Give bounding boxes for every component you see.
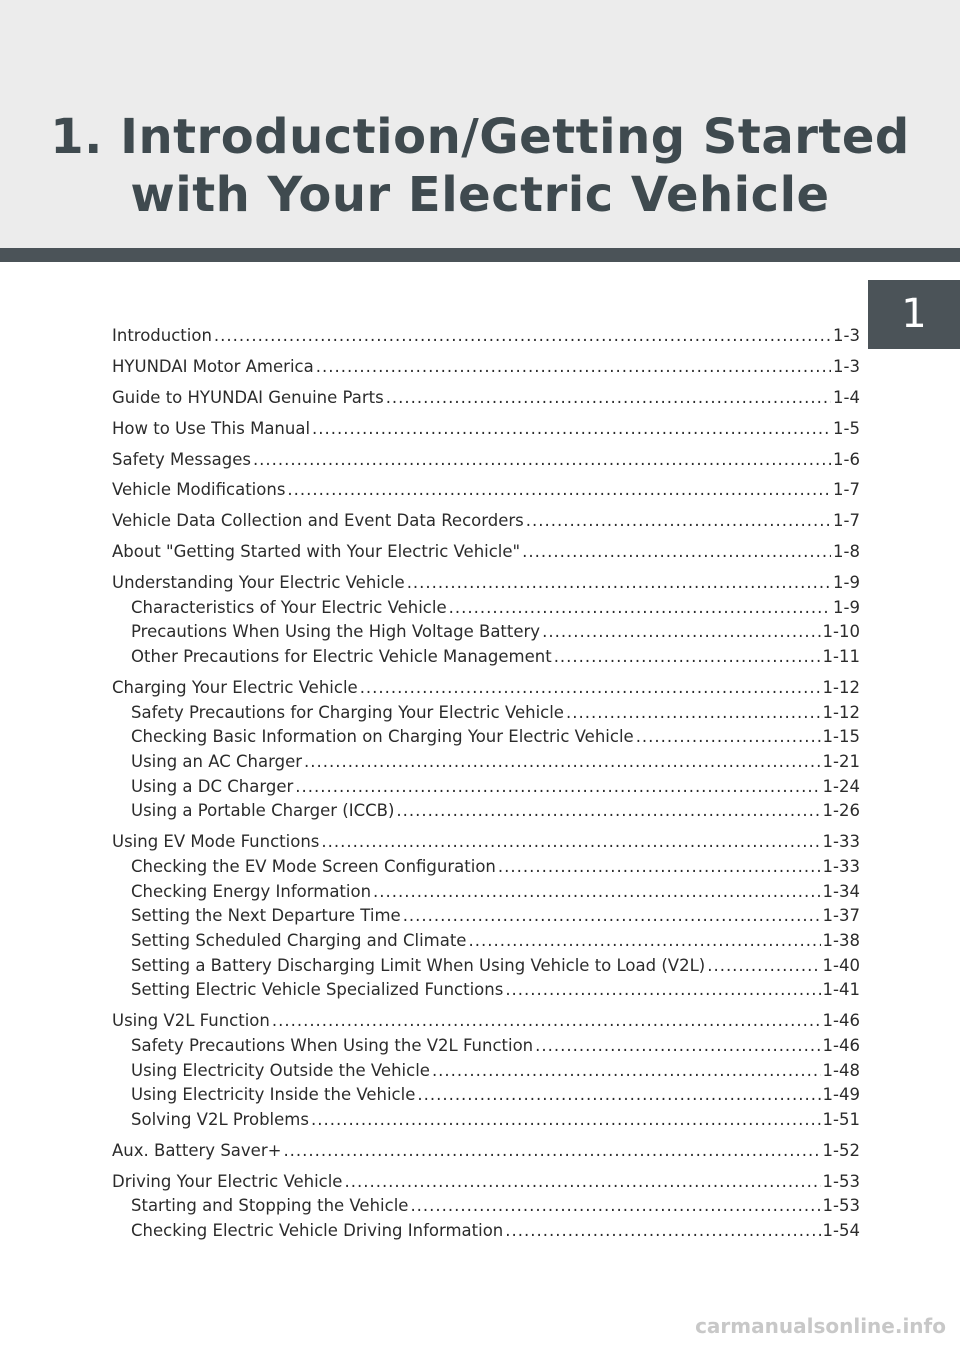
toc-page-number: 1-24 bbox=[822, 776, 860, 796]
toc-page-number: 1-53 bbox=[822, 1196, 860, 1216]
toc-entry[interactable] bbox=[112, 645, 860, 670]
toc-entry-title: Driving Your Electric Vehicle bbox=[112, 1171, 343, 1191]
toc-entry[interactable] bbox=[112, 954, 860, 979]
toc-dot-leader bbox=[304, 750, 821, 775]
toc-dot-leader bbox=[344, 1170, 820, 1195]
toc-dot-leader bbox=[526, 509, 831, 534]
toc-entry-title: Using an AC Charger bbox=[131, 752, 303, 771]
toc-dot-leader bbox=[316, 355, 831, 380]
toc-dot-leader bbox=[468, 929, 820, 954]
toc-entry-title: Checking Energy Information bbox=[131, 881, 372, 901]
toc-entry-title: Starting and Stopping the Vehicle bbox=[131, 1196, 409, 1216]
toc-dot-leader bbox=[417, 1083, 820, 1108]
toc-entry-title: HYUNDAI Motor America bbox=[112, 356, 314, 376]
toc-entry[interactable] bbox=[112, 1009, 860, 1034]
toc-entry-title: Setting Scheduled Charging and Climate bbox=[131, 931, 467, 950]
toc-dot-leader bbox=[272, 1009, 821, 1034]
toc-page-number: 1-3 bbox=[833, 356, 860, 376]
toc-page-number: 1-9 bbox=[833, 597, 860, 617]
toc-page-number: 1-46 bbox=[822, 1035, 860, 1055]
toc-entry[interactable] bbox=[112, 750, 860, 775]
toc-page-number: 1-33 bbox=[822, 856, 860, 876]
toc-page-number: 1-7 bbox=[833, 511, 860, 531]
toc-entry[interactable] bbox=[112, 355, 860, 380]
toc-dot-leader bbox=[360, 676, 821, 701]
toc-entry-title: Checking Basic Information on Charging Your Electric Vehicle bbox=[131, 727, 634, 747]
toc-entry[interactable] bbox=[112, 448, 860, 473]
toc-entry-title: Solving V2L Problems bbox=[131, 1110, 309, 1129]
chapter-title-line-2: with Your Electric Vehicle bbox=[130, 167, 830, 223]
toc-entry[interactable] bbox=[112, 1108, 860, 1133]
toc-page-number: 1-41 bbox=[822, 980, 860, 1000]
toc-entry-title: Using a DC Charger bbox=[131, 776, 294, 796]
toc-dot-leader bbox=[410, 1194, 820, 1219]
toc-page-number: 1-49 bbox=[822, 1085, 860, 1105]
toc-entry[interactable] bbox=[112, 509, 860, 534]
toc-dot-leader bbox=[373, 880, 821, 905]
toc-dot-leader bbox=[498, 855, 821, 880]
toc-entry-title: Checking the EV Mode Screen Configuration bbox=[131, 856, 496, 876]
toc-entry-title: How to Use This Manual bbox=[112, 418, 311, 438]
toc-entry-title: Setting the Next Departure Time bbox=[131, 906, 401, 926]
toc-dot-leader bbox=[287, 478, 831, 503]
toc-page-number: 1-5 bbox=[833, 418, 860, 438]
toc-entry[interactable] bbox=[112, 725, 860, 750]
toc-page-number: 1-12 bbox=[822, 702, 860, 722]
toc-page-number: 1-15 bbox=[822, 727, 860, 747]
toc-page-number: 1-53 bbox=[822, 1171, 860, 1191]
toc-entry-title: Precautions When Using the High Voltage Battery bbox=[131, 622, 541, 642]
toc-entry[interactable] bbox=[112, 620, 860, 645]
toc-dot-leader bbox=[283, 1139, 820, 1164]
toc-entry[interactable] bbox=[112, 1219, 860, 1244]
toc-entry[interactable] bbox=[112, 540, 860, 565]
toc-entry-title: Using V2L Function bbox=[112, 1011, 270, 1031]
toc-dot-leader bbox=[432, 1059, 821, 1084]
header-divider-bar bbox=[0, 248, 960, 262]
toc-entry[interactable] bbox=[112, 478, 860, 503]
toc-entry[interactable] bbox=[112, 929, 860, 954]
watermark: carmanualsonline.info bbox=[695, 1314, 946, 1338]
toc-entry[interactable] bbox=[112, 571, 860, 596]
toc-page-number: 1-40 bbox=[822, 955, 860, 975]
toc-entry[interactable] bbox=[112, 596, 860, 621]
toc-entry-title: Checking Electric Vehicle Driving Information bbox=[131, 1221, 504, 1241]
toc-entry-title: Aux. Battery Saver+ bbox=[112, 1140, 282, 1160]
toc-dot-leader bbox=[566, 701, 821, 726]
chapter-title-line-1: 1. Introduction/Getting Started bbox=[50, 109, 910, 165]
toc-entry[interactable] bbox=[112, 775, 860, 800]
toc-dot-leader bbox=[554, 645, 821, 670]
toc-entry-title: About "Getting Started with Your Electric Vehicle" bbox=[112, 542, 521, 562]
toc-page-number: 1-26 bbox=[822, 801, 860, 821]
toc-entry[interactable] bbox=[112, 1034, 860, 1059]
toc-entry-title: Using Electricity Outside the Vehicle bbox=[131, 1060, 430, 1080]
toc-page-number: 1-46 bbox=[822, 1011, 860, 1031]
toc-entry-title: Charging Your Electric Vehicle bbox=[112, 677, 358, 697]
toc-entry[interactable] bbox=[112, 676, 860, 701]
toc-dot-leader bbox=[535, 1034, 820, 1059]
toc-entry-title: Setting a Battery Discharging Limit When Using Vehicle to Load (V2L) bbox=[131, 955, 706, 975]
toc-page-number: 1-37 bbox=[822, 906, 860, 926]
toc-entry[interactable] bbox=[112, 417, 860, 442]
toc-entry[interactable] bbox=[112, 1194, 860, 1219]
toc-dot-leader bbox=[522, 540, 831, 565]
toc-page-number: 1-8 bbox=[833, 542, 860, 562]
toc-dot-leader bbox=[386, 386, 831, 411]
toc-entry[interactable] bbox=[112, 799, 860, 824]
toc-entry[interactable] bbox=[112, 1170, 860, 1195]
toc-entry[interactable] bbox=[112, 1083, 860, 1108]
toc-page-number: 1-12 bbox=[822, 677, 860, 697]
toc-dot-leader bbox=[449, 596, 831, 621]
toc-entry[interactable] bbox=[112, 701, 860, 726]
chapter-header bbox=[0, 0, 960, 248]
toc-entry[interactable] bbox=[112, 1139, 860, 1164]
toc-dot-leader bbox=[505, 978, 820, 1003]
toc-dot-leader bbox=[636, 725, 821, 750]
toc-page-number: 1-3 bbox=[833, 326, 860, 345]
toc-dot-leader bbox=[542, 620, 820, 645]
toc-entry-title: Vehicle Data Collection and Event Data Recorders bbox=[112, 511, 524, 531]
toc-dot-leader bbox=[396, 799, 820, 824]
toc-entry-title: Vehicle Modifications bbox=[112, 480, 286, 500]
toc-entry-title: Characteristics of Your Electric Vehicle bbox=[131, 597, 447, 617]
toc-page-number: 1-54 bbox=[822, 1221, 860, 1241]
toc-dot-leader bbox=[505, 1219, 820, 1244]
toc-dot-leader bbox=[403, 904, 821, 929]
toc-entry[interactable] bbox=[112, 386, 860, 411]
toc-page-number: 1-52 bbox=[822, 1140, 860, 1160]
toc-entry[interactable] bbox=[112, 324, 860, 349]
toc-entry-title: Guide to HYUNDAI Genuine Parts bbox=[112, 387, 384, 407]
toc-page-number: 1-38 bbox=[822, 931, 860, 950]
toc-page-number: 1-33 bbox=[822, 832, 860, 852]
toc-page-number: 1-34 bbox=[822, 881, 860, 901]
toc-entry-title: Using EV Mode Functions bbox=[112, 832, 320, 852]
toc-entry-title: Using a Portable Charger (ICCB) bbox=[131, 801, 395, 821]
toc-entry-title: Safety Precautions for Charging Your Electric Vehicle bbox=[131, 702, 564, 722]
toc-entry-title: Setting Electric Vehicle Specialized Functions bbox=[131, 980, 504, 1000]
toc-page-number: 1-9 bbox=[833, 573, 860, 592]
toc-entry[interactable] bbox=[112, 830, 860, 855]
toc-dot-leader bbox=[311, 1108, 821, 1133]
toc-entry-title: Safety Precautions When Using the V2L Function bbox=[131, 1035, 534, 1055]
toc-page-number: 1-10 bbox=[822, 622, 860, 642]
toc-page-number: 1-48 bbox=[822, 1060, 860, 1080]
toc-page-number: 1-51 bbox=[822, 1110, 860, 1129]
toc-page-number: 1-7 bbox=[833, 480, 860, 500]
toc-dot-leader bbox=[707, 954, 820, 979]
toc-dot-leader bbox=[253, 448, 831, 473]
table-of-contents bbox=[112, 324, 860, 1244]
toc-entry[interactable] bbox=[112, 855, 860, 880]
toc-dot-leader bbox=[295, 775, 820, 800]
toc-page-number: 1-6 bbox=[833, 449, 860, 469]
toc-page-number: 1-4 bbox=[833, 387, 860, 407]
toc-entry-title: Introduction bbox=[112, 326, 212, 345]
toc-entry[interactable] bbox=[112, 978, 860, 1003]
toc-page-number: 1-11 bbox=[822, 647, 860, 667]
toc-dot-leader bbox=[312, 417, 831, 442]
toc-entry-title: Understanding Your Electric Vehicle bbox=[112, 573, 405, 592]
toc-dot-leader bbox=[407, 571, 831, 596]
chapter-number-tab: 1 bbox=[868, 280, 960, 349]
chapter-title bbox=[0, 108, 960, 224]
toc-entry[interactable] bbox=[112, 904, 860, 929]
toc-dot-leader bbox=[214, 324, 831, 349]
toc-entry-title: Safety Messages bbox=[112, 449, 251, 469]
toc-page-number: 1-21 bbox=[822, 752, 860, 771]
toc-entry-title: Other Precautions for Electric Vehicle Management bbox=[131, 647, 552, 667]
toc-entry-title: Using Electricity Inside the Vehicle bbox=[131, 1085, 416, 1105]
toc-entry[interactable] bbox=[112, 1059, 860, 1084]
toc-entry[interactable] bbox=[112, 880, 860, 905]
toc-dot-leader bbox=[321, 830, 820, 855]
